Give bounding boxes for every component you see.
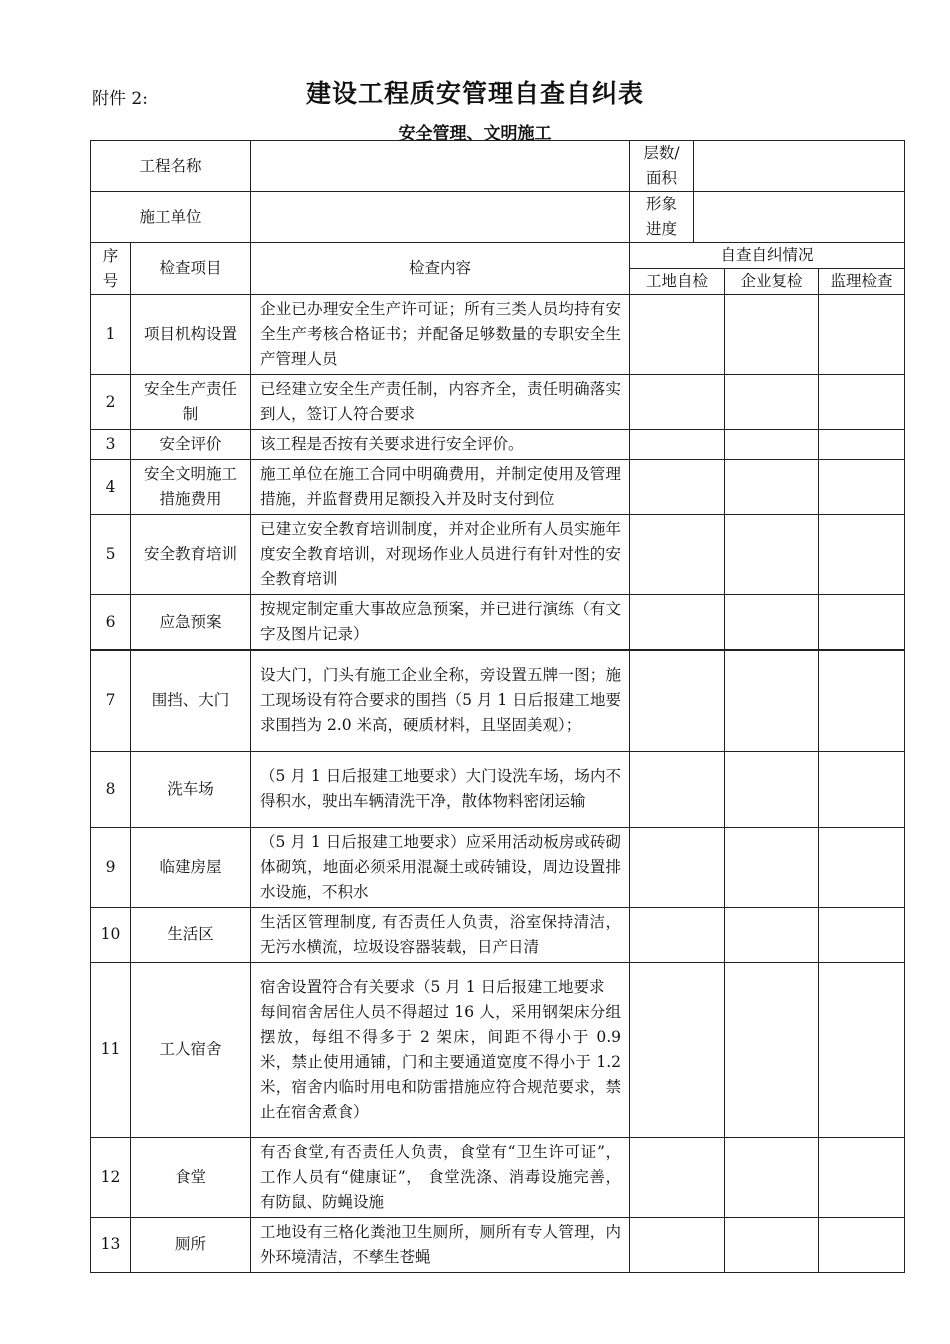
row-content: 施工单位在施工合同中明确费用，并制定使用及管理措施，并监督费用足额投入并及时支付到位	[251, 460, 630, 515]
company-check-cell[interactable]	[725, 751, 819, 827]
table-row	[91, 1217, 905, 1272]
row-no: 12	[91, 1137, 131, 1217]
company-check-cell[interactable]	[725, 1137, 819, 1217]
supervisor-check-cell[interactable]	[819, 751, 905, 827]
supervisor-check-cell[interactable]	[819, 1217, 905, 1272]
site-check-cell[interactable]	[630, 751, 725, 827]
row-item: 厕所	[131, 1217, 251, 1272]
floors-label: 层数/面积	[630, 141, 694, 192]
table-row	[91, 907, 905, 962]
table-row	[91, 650, 905, 751]
row-content: 有否食堂,有否责任人负责，食堂有“卫生许可证”， 工作人员有“健康证”， 食堂洗涤、消毒设施完善，有防鼠、防蝇设施	[251, 1137, 630, 1217]
table-row	[91, 962, 905, 1137]
supervisor-check-cell[interactable]	[819, 650, 905, 751]
supervisor-check-cell[interactable]	[819, 295, 905, 375]
supervisor-check-cell[interactable]	[819, 375, 905, 430]
header-item: 检查项目	[131, 243, 251, 295]
row-item: 洗车场	[131, 751, 251, 827]
header-row-1	[91, 243, 905, 269]
row-item: 应急预案	[131, 595, 251, 651]
company-check-cell[interactable]	[725, 907, 819, 962]
company-check-cell[interactable]	[725, 962, 819, 1137]
row-item: 项目机构设置	[131, 295, 251, 375]
table-row	[91, 751, 905, 827]
supervisor-check-cell[interactable]	[819, 595, 905, 651]
project-name-label: 工程名称	[91, 141, 251, 192]
row-no: 6	[91, 595, 131, 651]
row-content: 宿舍设置符合有关要求（5 月 1 日后报建工地要求 每间宿舍居住人员不得超过 16 人，采用钢架床分组摆放，每组不得多于 2 架床，间距不得小于 0.9 米，禁止使用通铺，门和主要通道宽度不得小于 1.2 米，宿舍内临时用电和防雷措施应符合规范要求，禁止在宿舍煮食）	[251, 962, 630, 1137]
supervisor-check-cell[interactable]	[819, 907, 905, 962]
table-row	[91, 430, 905, 460]
company-check-cell[interactable]	[725, 430, 819, 460]
table-row	[91, 595, 905, 651]
row-content: 该工程是否按有关要求进行安全评价。	[251, 430, 630, 460]
attachment-label: 附件 2:	[92, 89, 148, 109]
row-item: 工人宿舍	[131, 962, 251, 1137]
company-check-cell[interactable]	[725, 375, 819, 430]
row-content: （5 月 1 日后报建工地要求）应采用活动板房或砖砌体砌筑，地面必须采用混凝土或砖铺设，周边设置排水设施，不积水	[251, 827, 630, 907]
site-check-cell[interactable]	[630, 827, 725, 907]
row-item: 食堂	[131, 1137, 251, 1217]
site-check-cell[interactable]	[630, 515, 725, 595]
row-content: 工地设有三格化粪池卫生厕所，厕所有专人管理，内外环境清洁，不孳生苍蝇	[251, 1217, 630, 1272]
site-check-cell[interactable]	[630, 375, 725, 430]
inspection-table	[90, 140, 905, 1273]
page-subtitle: 安全管理、文明施工	[398, 124, 552, 144]
site-check-cell[interactable]	[630, 962, 725, 1137]
row-content: 已建立安全教育培训制度，并对企业所有人员实施年度安全教育培训，对现场作业人员进行有针对性的安全教育培训	[251, 515, 630, 595]
row-item: 围挡、大门	[131, 650, 251, 751]
project-name-row	[91, 141, 905, 192]
site-check-cell[interactable]	[630, 650, 725, 751]
company-check-cell[interactable]	[725, 650, 819, 751]
site-check-cell[interactable]	[630, 430, 725, 460]
supervisor-check-cell[interactable]	[819, 827, 905, 907]
site-check-cell[interactable]	[630, 1137, 725, 1217]
row-no: 2	[91, 375, 131, 430]
row-no: 11	[91, 962, 131, 1137]
header-company-check: 企业复检	[725, 269, 819, 295]
table-row	[91, 515, 905, 595]
row-item: 安全教育培训	[131, 515, 251, 595]
row-item: 安全生产责任制	[131, 375, 251, 430]
header-no: 序号	[91, 243, 131, 295]
company-check-cell[interactable]	[725, 460, 819, 515]
row-item: 安全评价	[131, 430, 251, 460]
supervisor-check-cell[interactable]	[819, 1137, 905, 1217]
row-no: 4	[91, 460, 131, 515]
site-check-cell[interactable]	[630, 1217, 725, 1272]
company-check-cell[interactable]	[725, 827, 819, 907]
company-check-cell[interactable]	[725, 295, 819, 375]
company-check-cell[interactable]	[725, 595, 819, 651]
supervisor-check-cell[interactable]	[819, 962, 905, 1137]
project-name-field[interactable]	[251, 141, 630, 192]
table-row	[91, 827, 905, 907]
supervisor-check-cell[interactable]	[819, 430, 905, 460]
row-content: （5 月 1 日后报建工地要求）大门设洗车场，场内不得积水，驶出车辆清洗干净，散体物料密闭运输	[251, 751, 630, 827]
progress-field[interactable]	[694, 192, 905, 243]
header-content: 检查内容	[251, 243, 630, 295]
row-no: 3	[91, 430, 131, 460]
site-check-cell[interactable]	[630, 907, 725, 962]
row-no: 1	[91, 295, 131, 375]
table-row	[91, 295, 905, 375]
row-content: 设大门，门头有施工企业全称，旁设置五牌一图；施工现场设有符合要求的围挡（5 月 1 日后报建工地要求围挡为 2.0 米高，硬质材料，且坚固美观）；	[251, 650, 630, 751]
site-check-cell[interactable]	[630, 295, 725, 375]
progress-label: 形象进度	[630, 192, 694, 243]
site-check-cell[interactable]	[630, 595, 725, 651]
row-no: 5	[91, 515, 131, 595]
table-row	[91, 1137, 905, 1217]
floors-field[interactable]	[694, 141, 905, 192]
contractor-field[interactable]	[251, 192, 630, 243]
row-no: 10	[91, 907, 131, 962]
header-site-check: 工地自检	[630, 269, 725, 295]
table-row	[91, 375, 905, 430]
row-no: 7	[91, 650, 131, 751]
contractor-label: 施工单位	[91, 192, 251, 243]
inspection-table-body	[91, 141, 905, 1273]
row-content: 生活区管理制度, 有否责任人负责，浴室保持清洁，无污水横流，垃圾设容器装载，日产日清	[251, 907, 630, 962]
row-item: 安全文明施工措施费用	[131, 460, 251, 515]
row-content: 按规定制定重大事故应急预案，并已进行演练（有文字及图片记录）	[251, 595, 630, 651]
table-row	[91, 460, 905, 515]
row-item: 临建房屋	[131, 827, 251, 907]
header-self-check-group: 自查自纠情况	[630, 243, 905, 269]
row-content: 已经建立安全生产责任制，内容齐全，责任明确落实到人，签订人符合要求	[251, 375, 630, 430]
page-title: 建设工程质安管理自查自纠表	[305, 79, 644, 108]
row-no: 13	[91, 1217, 131, 1272]
header-supervisor-check: 监理检查	[819, 269, 905, 295]
company-check-cell[interactable]	[725, 1217, 819, 1272]
supervisor-check-cell[interactable]	[819, 515, 905, 595]
row-no: 9	[91, 827, 131, 907]
site-check-cell[interactable]	[630, 460, 725, 515]
row-item: 生活区	[131, 907, 251, 962]
row-content: 企业已办理安全生产许可证；所有三类人员均持有安全生产考核合格证书；并配备足够数量的专职安全生产管理人员	[251, 295, 630, 375]
row-no: 8	[91, 751, 131, 827]
contractor-row	[91, 192, 905, 243]
supervisor-check-cell[interactable]	[819, 460, 905, 515]
company-check-cell[interactable]	[725, 515, 819, 595]
